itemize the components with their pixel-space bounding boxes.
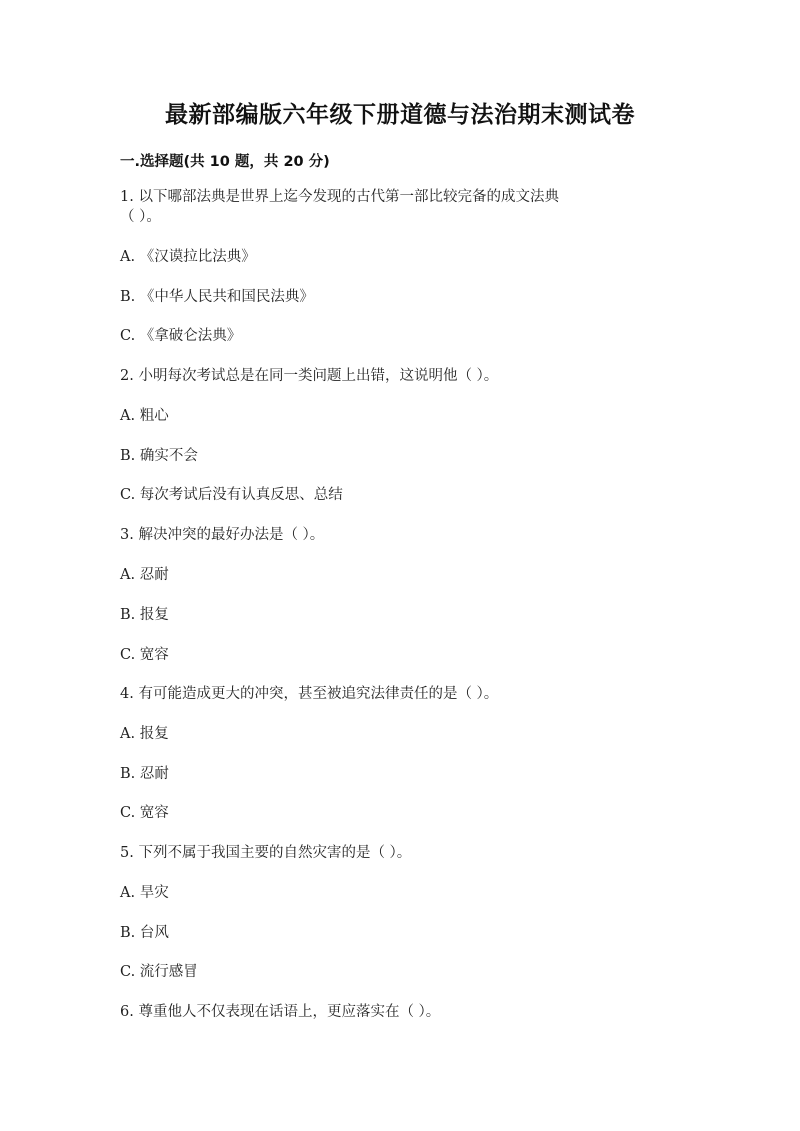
question-5-option-b: B. 台风	[120, 925, 169, 941]
question-2-option-b: B. 确实不会	[120, 448, 198, 464]
question-2-option-c: C. 每次考试后没有认真反思、总结	[120, 487, 343, 503]
question-5-option-a: A. 旱灾	[120, 885, 169, 901]
question-2-stem: 2. 小明每次考试总是在同一类问题上出错，这说明他（ ）。	[120, 368, 499, 384]
question-1-option-a: A. 《汉谟拉比法典》	[120, 249, 256, 265]
question-5-option-c: C. 流行感冒	[120, 964, 198, 980]
question-1-stem-continued: （ ）。	[120, 209, 161, 225]
question-1-option-b: B. 《中华人民共和国民法典》	[120, 289, 314, 305]
question-2-option-a: A. 粗心	[120, 408, 169, 424]
question-4-option-c: C. 宽容	[120, 805, 169, 821]
question-3-option-b: B. 报复	[120, 607, 169, 623]
question-3-option-c: C. 宽容	[120, 647, 169, 663]
question-4-option-b: B. 忍耐	[120, 766, 169, 782]
question-3-stem: 3. 解决冲突的最好办法是（ ）。	[120, 527, 325, 543]
question-3-option-a: A. 忍耐	[120, 567, 169, 583]
question-1-option-c: C. 《拿破仑法典》	[120, 328, 242, 344]
section-heading: 一.选择题(共 10 题，共 20 分)	[120, 154, 330, 170]
question-1-stem: 1. 以下哪部法典是世界上迄今发现的古代第一部比较完备的成文法典	[120, 189, 559, 205]
question-4-stem: 4. 有可能造成更大的冲突，甚至被追究法律责任的是（ ）。	[120, 686, 499, 702]
question-5-stem: 5. 下列不属于我国主要的自然灾害的是（ ）。	[120, 845, 412, 861]
page-title: 最新部编版六年级下册道德与法治期末测试卷	[165, 102, 635, 128]
question-6-stem: 6. 尊重他人不仅表现在话语上，更应落实在（ ）。	[120, 1004, 441, 1020]
question-4-option-a: A. 报复	[120, 726, 169, 742]
